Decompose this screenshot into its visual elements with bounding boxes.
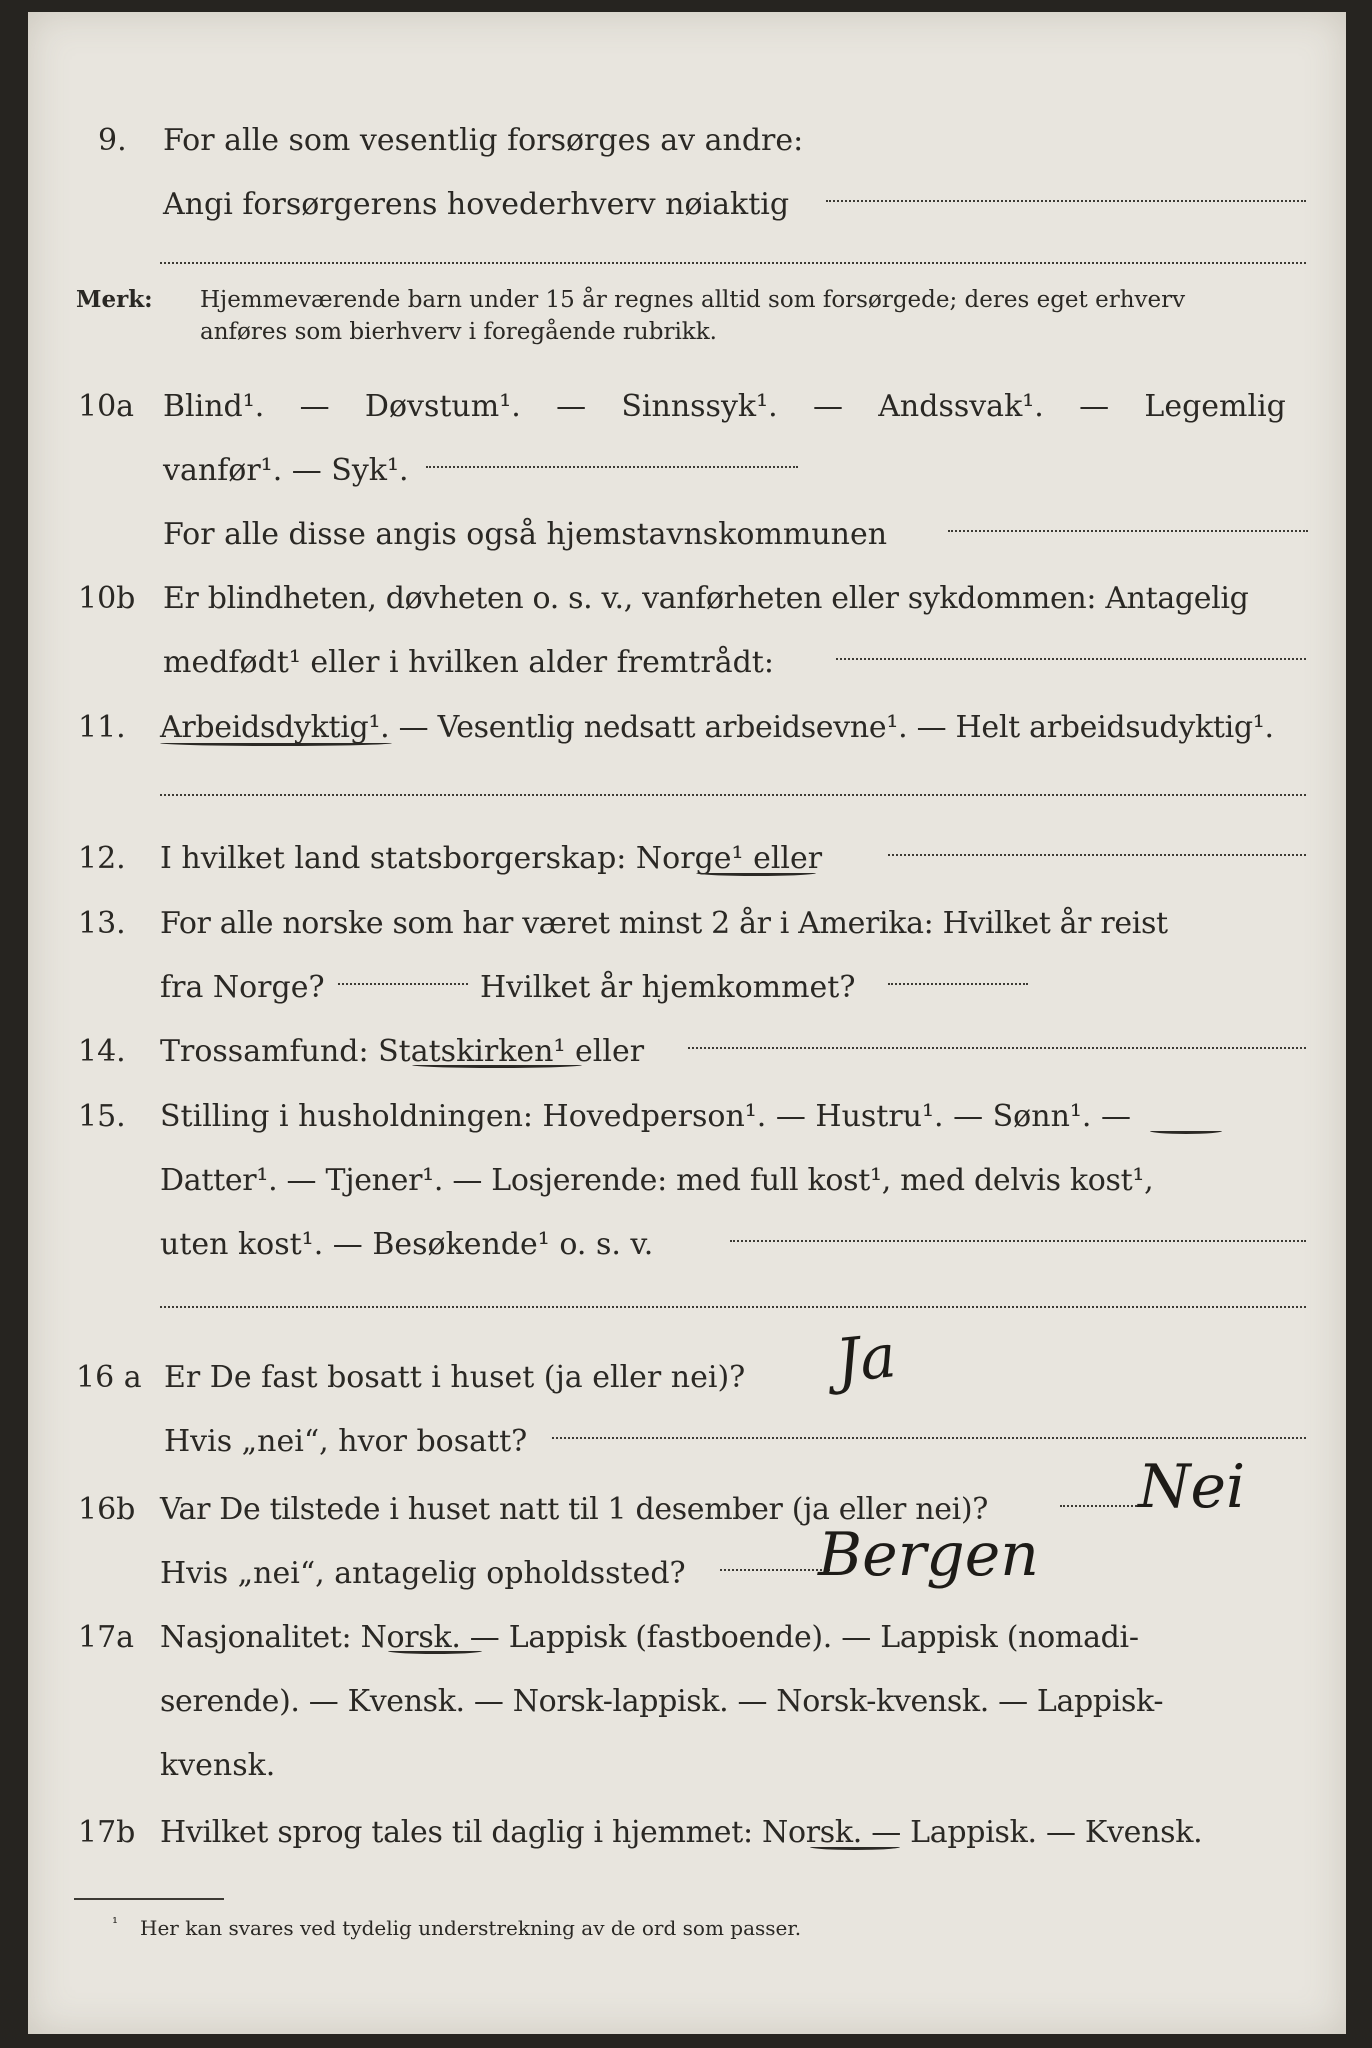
q10a-dash: — bbox=[1079, 389, 1110, 424]
q10a-home-municipality-field[interactable] bbox=[948, 528, 1308, 532]
q16a-text-2: Hvis „nei“, hvor bosatt? bbox=[164, 1424, 528, 1459]
q10a-line3 bbox=[28, 503, 1346, 567]
q12-underline-mark bbox=[696, 870, 816, 876]
q9-answer-field[interactable] bbox=[826, 198, 1306, 202]
q12-text: I hvilket land statsborgerskap: Norge¹ eller bbox=[160, 841, 823, 876]
q10b-number: 10b bbox=[78, 581, 136, 616]
q10a-option: Legemlig bbox=[1144, 389, 1286, 424]
merk-line2 bbox=[28, 316, 1346, 348]
census-form-page bbox=[28, 12, 1346, 2034]
q17a-number: 17a bbox=[78, 1620, 135, 1655]
q14-line1 bbox=[28, 1020, 1346, 1084]
q14-answer-field[interactable] bbox=[688, 1045, 1306, 1049]
q10a-dash: — bbox=[812, 389, 843, 424]
q14-number: 14. bbox=[78, 1034, 126, 1069]
q11-number: 11. bbox=[78, 710, 126, 745]
q16b-handwritten-location: Bergen bbox=[818, 1520, 1039, 1590]
q10a-dash: — bbox=[299, 389, 330, 424]
q17b-underline-mark bbox=[810, 1844, 900, 1850]
q11-line1 bbox=[28, 696, 1346, 760]
footnote-rule bbox=[74, 1898, 224, 1900]
q15-line2 bbox=[28, 1149, 1346, 1213]
q10a-option: Sinnssyk¹. bbox=[621, 389, 778, 424]
q16a-text: Er De fast bosatt i huset (ja eller nei)? bbox=[164, 1360, 746, 1395]
q17a-text: Nasjonalitet: Norsk. — Lappisk (fastboende). — Lappisk (nomadi- bbox=[160, 1620, 1139, 1655]
q15-text-2: Datter¹. — Tjener¹. — Losjerende: med full kost¹, med delvis kost¹, bbox=[160, 1163, 1154, 1198]
q17a-line1 bbox=[28, 1606, 1346, 1670]
q10b-text-2: medfødt¹ eller i hvilken alder fremtrådt: bbox=[163, 645, 774, 680]
q15-answer-field[interactable] bbox=[730, 1238, 1306, 1242]
q12-answer-field[interactable] bbox=[888, 852, 1306, 856]
q15-text-3: uten kost¹. — Besøkende¹ o. s. v. bbox=[160, 1227, 654, 1262]
q10a-option: Døvstum¹. bbox=[364, 389, 521, 424]
q16a-handwritten-answer: Ja bbox=[832, 1321, 900, 1397]
q16a-residence-field[interactable] bbox=[552, 1435, 1306, 1439]
q16b-handwritten-answer: Nei bbox=[1138, 1452, 1246, 1522]
merk-line1 bbox=[28, 284, 1346, 316]
q17a-line3 bbox=[28, 1734, 1346, 1798]
q17a-line2 bbox=[28, 1670, 1346, 1734]
q9-answer-field-2[interactable] bbox=[160, 260, 1306, 264]
q10a-number: 10a bbox=[78, 389, 135, 424]
q13-number: 13. bbox=[78, 906, 126, 941]
q11-underline-mark bbox=[160, 740, 392, 746]
q17b-line1 bbox=[28, 1801, 1346, 1865]
q14-underline-mark bbox=[412, 1062, 582, 1068]
q17b-text: Hvilket sprog tales til daglig i hjemmet: Norsk. — Lappisk. — Kvensk. bbox=[160, 1815, 1203, 1850]
q15-line1 bbox=[28, 1085, 1346, 1149]
merk-label: Merk: bbox=[76, 286, 153, 313]
q13-year-left-field[interactable] bbox=[338, 981, 468, 985]
q13-year-returned-field[interactable] bbox=[888, 981, 1028, 985]
q15-text: Stilling i husholdningen: Hovedperson¹. — Hustru¹. — Sønn¹. — bbox=[160, 1099, 1131, 1134]
q12-line1 bbox=[28, 827, 1346, 891]
q15-number: 15. bbox=[78, 1099, 126, 1134]
q9-text: For alle som vesentlig forsørges av andre: bbox=[163, 123, 804, 158]
footnote-text: Her kan svares ved tydelig understrekning av de ord som passer. bbox=[140, 1916, 802, 1940]
q13-text-2b: Hvilket år hjemkommet? bbox=[480, 970, 856, 1005]
q16a-number: 16 a bbox=[76, 1360, 142, 1395]
q10b-text: Er blindheten, døvheten o. s. v., vanførheten eller sykdommen: Antagelig bbox=[163, 581, 1249, 616]
q17a-text-3: kvensk. bbox=[160, 1748, 276, 1783]
q10a-line1 bbox=[28, 375, 1346, 439]
q9-text-2: Angi forsørgerens hovederhverv nøiaktig bbox=[163, 187, 790, 222]
q11-text: Arbeidsdyktig¹. — Vesentlig nedsatt arbeidsevne¹. — Helt arbeidsudyktig¹. bbox=[160, 710, 1274, 745]
q9-number: 9. bbox=[98, 123, 127, 158]
q10a-text-3: For alle disse angis også hjemstavnskommunen bbox=[163, 517, 888, 552]
q16b-present-field[interactable] bbox=[1060, 1503, 1140, 1507]
q16a-line1 bbox=[28, 1346, 1346, 1410]
q16b-text-2: Hvis „nei“, antagelig opholdssted? bbox=[160, 1556, 686, 1591]
q16b-text: Var De tilstede i huset natt til 1 desember (ja eller nei)? bbox=[160, 1492, 988, 1527]
q10b-line1 bbox=[28, 567, 1346, 631]
q17a-text-2: serende). — Kvensk. — Norsk-lappisk. — Norsk-kvensk. — Lappisk- bbox=[160, 1684, 1164, 1719]
q13-text-2a: fra Norge? bbox=[160, 970, 325, 1005]
q16b-location-field[interactable] bbox=[720, 1567, 830, 1571]
q12-number: 12. bbox=[78, 841, 126, 876]
footnote bbox=[28, 1912, 1346, 1944]
q9-line2 bbox=[28, 173, 1346, 237]
q17b-number: 17b bbox=[78, 1815, 136, 1850]
q10a-line2 bbox=[28, 439, 1346, 503]
q15-underline-mark bbox=[1150, 1128, 1222, 1134]
q10a-option: Andssvak¹. bbox=[878, 389, 1044, 424]
q10b-line2 bbox=[28, 631, 1346, 695]
q15-line3 bbox=[28, 1213, 1346, 1277]
q10b-answer-field[interactable] bbox=[836, 656, 1306, 660]
footnote-mark: ¹ bbox=[112, 1914, 119, 1932]
q10a-text-2: vanfør¹. — Syk¹. bbox=[163, 453, 409, 488]
q14-text: Trossamfund: Statskirken¹ eller bbox=[160, 1034, 645, 1069]
q10a-options bbox=[163, 375, 1286, 439]
q17a-underline-mark bbox=[388, 1648, 482, 1654]
q16b-line2 bbox=[28, 1542, 1346, 1606]
merk-text-2: anføres som bierhverv i foregående rubrikk. bbox=[200, 319, 717, 345]
q15-answer-field-2[interactable] bbox=[160, 1304, 1306, 1308]
q13-line2 bbox=[28, 956, 1346, 1020]
q10a-dash: — bbox=[556, 389, 587, 424]
q13-line1 bbox=[28, 892, 1346, 956]
q9-line1 bbox=[28, 109, 1346, 173]
q16b-number: 16b bbox=[78, 1492, 136, 1527]
merk-text: Hjemmeværende barn under 15 år regnes alltid som forsørgede; deres eget erhverv bbox=[200, 287, 1186, 313]
q13-text: For alle norske som har været minst 2 år i Amerika: Hvilket år reist bbox=[160, 906, 1168, 941]
q10a-option: Blind¹. bbox=[163, 389, 265, 424]
q10a-sick-field[interactable] bbox=[426, 464, 798, 468]
q11-answer-field[interactable] bbox=[160, 792, 1306, 796]
